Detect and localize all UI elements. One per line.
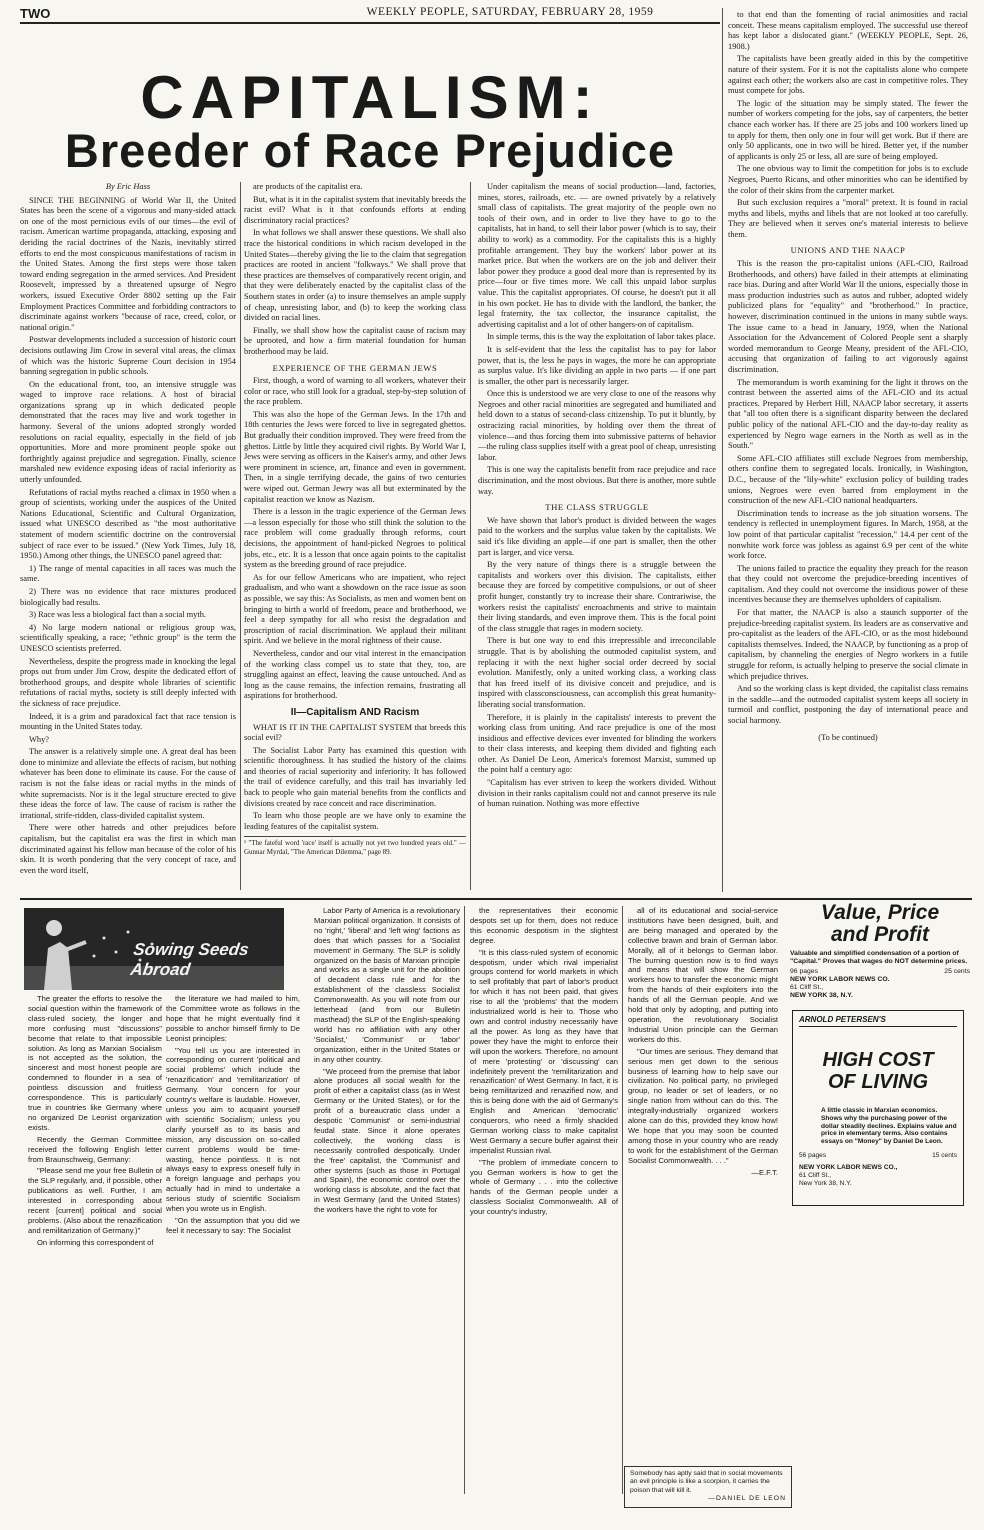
subhead-unions-naacp: UNIONS AND THE NAACP [790,245,906,256]
sowing-paragraph: On informing this correspondent of [37,1237,154,1247]
article-paragraph: Postwar developments included a succession of historic court decisions outlawing Jim Crow in several vital areas, the climax of which was the historic Supreme Court decision in 1954 banning segregation in public schools. [20,335,236,377]
article-paragraph: We have shown that labor's product is divided between the wages paid to the workers and the surplus value taken by the capitalists. We said it's like dividing an apple—if one part is smaller, then the other part is larger, and vice versa. [478,515,716,557]
ad-hcl-pages: 56 pages [799,1151,827,1159]
article-paragraph: The one obvious way to limit the competition for jobs is to exclude Negroes, Puerto Ricans, and other minorities who can be identified by the color of their skins from the carpenter market. [728,164,968,195]
ad-title-1: Value, Price [820,901,940,924]
sowing-paragraph: "Please send me your free Bulletin of the SLP regularly, and, if possible, other publications as well. Further, I am interested in corresponding about recent [current] political and social problems. (Also about the renazification and remilitarization of Germany.)" [28,1166,162,1235]
ad-author: ARNOLD PETERSEN'S [799,1015,957,1027]
article-paragraph: There is but one way to end this irrepressible and irreconcilable struggle. That is by abolishing the outmoded capitalist system, and replacing it with the next higher social order decreed by social evolution. Manifestly, only a united working class, a working class that has freed itself of its divisive conceit and prejudice, and is inspired with classconsciousness, can accomplish this great humanity-liberating social transformation. [478,636,716,709]
column-rule [470,182,471,890]
article-paragraph: This is the reason the pro-capitalist unions (AFL-CIO, Railroad Brotherhoods, and others) have failed in their attempts at eliminating race bias. During and after World War II the unions, especially those in mass production industries such as autos and rubber, adopted widely publicized plans for "equality" and "brotherhood." In practice, however, discrimination continued in the unions in many subtle ways. The issue came to a head in January, 1959, when the National Association for the Advancement of Colored People sent a sharply worded memorandum to George Meany, president of the AFL-CIO, accusing that organization of failing to act vigorously against discrimination. [728,259,968,374]
ad-high-cost-of-living [792,1010,964,1206]
sowing-column-2 [166,994,300,1494]
article-paragraph: In what follows we shall answer these questions. We shall also trace the historical conditions in which racism developed in the United States—thereby giving the lie to the claim that segregation practices are rooted in ancient "folkways." We shall prove that these practices are themselves of comparatively recent origin, and that they were deliberately enacted by the capitalist class of the Southern states in order (a) to insure themselves an ample supply of cheap, unresisting labor, and (b) to keep the working class divided on racial lines. [244,228,466,323]
ad-publisher: NEW YORK LABOR NEWS CO. [790,976,890,983]
article-paragraph: Nevertheless, despite the progress made in knocking the legal props out from under Jim Crow, despite the dedicated effort of brotherhood groups, and despite whole libraries of scientific refutations of racial myths, society is still deeply infected with the sickness of race prejudice. [20,656,236,708]
article-paragraph: In simple terms, this is the way the exploitation of labor takes place. [487,332,716,342]
column-rule [622,906,623,1494]
ad-hcl-price: 15 cents [932,1151,957,1159]
sowing-paragraph: "The problem of immediate concern to you German workers is how to get the whole of Germany . . . into the collective hands of the German people under a classless Socialist Commonwealth. All of your country's industry, [470,1157,618,1217]
article-paragraph: The Socialist Labor Party has examined this question with scientific thoroughness. It has studied the history of the claims and theories of racial superiority and inferiority. It has followed the trail of evidence carefully, and this trail has invariably led back to people who gain material benefits from the conflicts and divisions created by race conceit and race discrimination. [244,745,466,808]
sowing-paragraph: Recently the German Committee received the following English letter from Braunschweig, Germany: [28,1134,162,1164]
quote-box [624,1466,792,1508]
sowing-paragraph: The greater the efforts to resolve the social question within the framework of class-ruled society, the longer and more confusing must "discussions" become that relate to that impossible solution. As long as Marxian Socialism is not accepted as the solution, the sincerest and most honest people are condemned to flounder in a sea of pointless discussion and fruitless correspondence. This is particularly true in countries like Germany where no organized De Leonist organization exists. [28,994,162,1132]
article-paragraph: As for our fellow Americans who are impatient, who reject gradualism, and who want a showdown on the race issue as soon as possible, we say this: As Socialists, as men and women bent on bringing to birth a world of freedom, peace and brotherhood, we feel a deep sympathy for all who resist the degradation and proscription of racial discrimination. We applaud their militant spirit. And we believe in the moral rightness of their cause. [244,572,466,646]
article-paragraph: to that end than the fomenting of racial animosities and racial conceit. These means capitalism employed. The successful use thereof has kept labor a dislocated giant." (WEEKLY PEOPLE, Sept. 26, 1908.) [728,10,968,51]
article-paragraph: The logic of the situation may be simply stated. The fewer the number of workers competing for the jobs, say of carpenters, the better chance each worker has. If there are 25 jobs and 100 workers lined up to apply for them, then only one in four will get work. But if there are only 50 applicants, one in two will be hired. Better yet, if the number of applicants is only 25 or less, all are sure of being employed. [728,98,968,161]
article-paragraph: The capitalists have been greatly aided in this by the competitive nature of their system. For it is not the capitalists alone who compete against each other; the workers also are cast in competitive roles. They must compete for jobs. [728,54,968,96]
article-paragraph: The unions failed to practice the equality they preach for the reason that they could not overcome the prejudice-breeding incentives of capitalism. And they could not overcome the insidious power of these incentives because they are themselves upholders of capitalism. [728,563,968,605]
ad-hcl-address-2: New York 38, N.Y. [799,1179,852,1187]
article-paragraph: But such exclusion requires a "moral" pretext. It is found in racial myths and libels, myths and libels that are not looked at too carefully. They are believed when it serves one's material interests to believe them. [728,198,968,239]
quote-text: Somebody has aptly said that in social movements an evil principle is like a scorpion, it carries the poison that will kill it. [630,1470,783,1494]
article-paragraph: Under capitalism the means of social production—land, factories, mines, stores, railroads, etc. — are owned privately by a relatively small class of capitalists. The great majority of the people own no tools of their own, and in order to live they have to go to the capitalists, hat in hand, to sell their labor power (which is to say, their ability to work) as a commodity. For the capitalists this is a highly profitable arrangement. They buy the workers' labor power at its market price. But when the workers are on the job and deliver their labor power they produce a good deal more than is represented by its price—four or five times more. We call this unpaid labor surplus value. This the capitalist appropriates. Of course, he doesn't put it all in his own pocket. He has to divide with the landlord, the banker, the legal fraternity, the tax collector, the insurance capitalist, the advertising capitalist and a lot of other hangers-on of capitalism. [478,182,716,329]
article-paragraph: Why? [29,734,49,744]
banner-title: Sowing Seeds Abroad [129,940,251,979]
article-paragraph: 1) The range of mental capacities in all races was much the same. [20,563,236,584]
article-column-4 [728,10,968,892]
article-paragraph: On the educational front, too, an intensive struggle was waged to improve race relations. A host of biracial organizations sprang up in which dedicated people demonstrated that the races may live and work together in harmony. Several of the unions adopted strongly worded resolutions on racial equality, especially in the field of job opportunities. More and more prominent people spoke out forthrightly against prejudice and segregation. Finally, science marshaled new evidence exposing ideas of racial inferiority as utterly unfounded. [20,379,236,485]
sowing-paragraph: "We proceed from the premise that labor alone produces all social wealth for the profit of either a capitalist class (as in West Germany or the United States), or for the profit of a bureaucratic class under a despotic 'Communist' or semi-industrial feudal state. Since it alone operates collectively, the working class is necessarily controlled despotically. Under the 'free' capitalist, the 'Communist' and other systems (such as those in Portugal and Spain), the economic control over the working class is absolute, and the fact that in West Germany (and the United States) the workers have the right to vote for [314,1066,460,1215]
subhead-german-jews: EXPERIENCE OF THE GERMAN JEWS [272,362,438,373]
article-column-2 [244,182,466,892]
ad-hcl-address-1: 61 Cliff St., [799,1171,832,1179]
sowing-column-1 [28,994,162,1494]
article-paragraph: 3) Race was less a biological fact than a social myth. [29,610,206,620]
article-paragraph: But, what is it in the capitalist system that inevitably breeds the racist evil? What is it that confounds efforts at ending discriminatory racial practices? [244,194,466,225]
sowing-paragraph: the representatives their economic despots set up for them, does not reduce this economic despotism in the slightest degree. [470,906,618,945]
article-paragraph: This was also the hope of the German Jews. In the 17th and 18th centuries the Jews were forced to live in segregated ghettos. But gradually their condition improved. They were freed from the ghettos. Little by little they acquired civil rights. By World War I, Jews were serving as officers in the Kaiser's army, and other Jews were prominent in science, art, finance and even in government. Then, in a single terrifying decade, the gains of two centuries were wiped out. German Jewry was all but exterminated by the capitalist reaction we know as Nazism. [244,409,466,504]
article-paragraph: First, though, a word of warning to all workers, whatever their color or race, who still look for a gradual, step-by-step solution of the race problem. [244,376,466,407]
ad-value-price-profit [790,902,970,1004]
section-divider [20,898,972,900]
article-paragraph: Discrimination tends to increase as the job situation worsens. The tendency is reflected in unemployment figures. In March, 1958, at the low point of that particular capitalist "recession," 14.4 per cent of the nonwhite work force was jobless as against 6.9 per cent of the white work force. [728,508,968,561]
ad-pages: 96 pages [790,968,818,975]
sowing-paragraph: Labor Party of America is a revolutionary Marxian political organization. It consists of no 'right,' 'liberal' and 'left wing' factions as does that which passes for a 'Socialist movement' in Germany. The SLP is solidly organized on the basis of Marxian principle and works as a single unit for the abolition of decadent class rule and for the establishment of the classless Socialist Commonwealth. As you will note from our letterhead (and from our Bulletin masthead) the SLP of the English-speaking world has no affiliation with any other 'Socialist,' 'Communist' or 'labor' organization, either in the United States or in any other country. [314,906,460,1064]
ad-address-1: 61 Cliff St., [790,984,824,991]
footnote: ¹ "The fateful word 'race' itself is actually not yet two hundred years old." — Gunnar Myrdal, "The American Dilemma," page 89. [244,836,466,857]
to-be-continued: (To be continued) [818,732,878,742]
ad-hcl-desc: A little classic in Marxian economics. Shows why the purchasing power of the dollar steadily declines. Explains value and price in elementary terms. Also contains essays on "Money" by Daniel De Leon. [821,1107,957,1146]
article-paragraph: are products of the capitalist era. [253,182,363,191]
article-paragraph: Nevertheless, candor and our vital interest in the emancipation of the working class compel us to state that they, too, are struggling against an effect, leaving the cause untouched. And as long as the cause remains, the infection remains, frustrating all aspirations for brotherhood. [244,648,466,701]
article-paragraph: There were other hatreds and other prejudices before capitalism, but the capitalist era was the first in which man discriminated against his fellow man because of the color of his skin. It is worth pondering that the very concept of race, and even the word itself, [20,823,236,875]
column-rule [464,906,465,1494]
article-paragraph: This is one way the capitalists benefit from race prejudice and race discrimination, and the most obvious. But there is another, more subtle way. [478,465,716,496]
article-column-3 [478,182,716,892]
article-paragraph: SINCE THE BEGINNING of World War II, the United States has been the scene of a vigorous and many-sided attack on one of the most pernicious evils of our times—the evil of racism. American wartime propaganda, attacking, exposing and deriding the racial doctrines of the Nazis, inevitably stirred efforts to end the most conspicuous manifestations of racism in the United States. Among the first steps were those taken toward ending segregation in the armed services. And President Roosevelt, impressed by a threatened upsurge of Negro workers, issued Executive Order 8802 setting up the Fair Employment Practices Committee and forbidding contractors to discriminate against workers "because of race, creed, color, or national origin." [20,195,236,332]
ad-title-2: and Profit [831,923,929,946]
sowing-paragraph: all of its educational and social-service institutions have been designed, built, and are being managed and operated by the collective brawn and brain of German labor. Morally, all of it belongs to German labor. The burning question now is to find ways and means that will show the German workers how to transfer the economic might from the hands of their exploiters into the hands of all the German people. And we hold that only by adopting, and putting into operation, the revolutionary Socialist Industrial Union principle can the German workers do this. [628,906,778,1044]
article-paragraph: To learn who those people are we have only to examine the leading features of the capitalist system. [244,811,466,831]
sowing-column-4 [470,906,618,1496]
subhead-capitalism-and-racism: II—Capitalism AND Racism [290,706,420,718]
article-paragraph: 2) There was no evidence that race mixtures produced biologically bad results. [20,586,236,607]
sowing-column-3 [314,906,460,1496]
signature: —E.F.T. [751,1167,778,1177]
sowing-paragraph: "On the assumption that you did we feel it necessary to say: The Socialist [166,1215,300,1235]
article-paragraph: Indeed, it is a grim and paradoxical fact that race tension is mounting in the United States today. [20,711,236,732]
headline-line2: Breeder of Race Prejudice [64,124,676,177]
article-paragraph: Refutations of racial myths reached a climax in 1950 when a group of scientists, working under the auspices of the United Nations Educational, Scientific and Cultural Organization, issued what UNESCO described as "the most authoritative statement of modern scientific doctrine on the controversial subject of race ever to be issued." (New York Times, July 18, 1950.) Among other things, the UNESCO panel agreed that: [20,487,236,561]
sowing-paragraph: "It is this class-ruled system of economic despotism, under which rival imperialist groups contend for world markets in which to sell profitably that part of labor's product for which it has not been paid, that gives rise to all the 'problems' that the modern industrialized world is heir to. Those who own and control industry necessarily have all the power. As long as they have that power they have the might to enforce their will upon the workers. Therefore, no amount of mere 'protesting' or 'discussing' can indefinitely prevent the 'remilitarization and renazification' of West Germany. In fact, it is being remilitarized and renazified now, and this is being done with the aid of Germany's English and American 'democratic' conquerors, who need a firmly shackled German working class to make capitalist West Germany a secure buffer against their imperialist Russian rival. [470,947,618,1155]
article-paragraph: WHAT IS IT IN THE CAPITALIST SYSTEM that breeds this social evil? [244,722,466,743]
article-paragraph: By the very nature of things there is a struggle between the capitalists and workers over this division. The capitalists, either because they are forced by competitive compulsions, or out of sheer profit hunger, constantly try to increase their share. Contrariwise, the workers resist the capitalists' encroachments and strive to maintain their living standards, and even improve them. This is the focal point of the class struggle that rages in modern society. [478,560,716,633]
article-paragraph: The answer is a relatively simple one. A great deal has been done to minimize and alleviate the effects of racism, but nothing whatever has been done to eliminate its cause. For the cause of racism is not the false ideas or racial myths in the minds of white supremacists. Nor is it the legal structure erected to give these ideas the force of law. The cause of racism is rather the irrational, strife-ridden, class-divided capitalist system. [20,747,236,820]
dateline: WEEKLY PEOPLE, SATURDAY, FEBRUARY 28, 1959 [366,6,654,18]
article-paragraph: "Capitalism has ever striven to keep the workers divided. Without division in their ranks capitalism could not and cannot preserve its rule of human ruination. Nothing was more effective [478,778,716,809]
header-rule [20,22,720,24]
ad-hcl-title-1: HIGH COST [822,1049,934,1071]
article-paragraph: There is a lesson in the tragic experience of the German Jews—a lesson especially for those who still think the solution to the race problem will come gradually through reforms, court decisions, the appointment of hand-picked Negroes to political jobs, etc., etc. It is a lesson that once again points to the capitalist system as the breeding ground of race prejudice. [244,507,466,570]
quote-attribution: —DANIEL DE LEON [708,1495,786,1503]
article-column-1 [20,182,236,892]
sowing-seeds-banner [24,908,284,990]
ad-hcl-publisher: NEW YORK LABOR NEWS CO., [799,1163,898,1171]
headline-line1: CAPITALISM: [140,64,600,131]
article-paragraph: And so the working class is kept divided, the capitalist class remains in the saddle—and the outmoded capitalist system keeps all society in turmoil and conflict, postponing the day of international peace and social harmony. [728,684,968,725]
column-rule [722,8,723,892]
ad-hcl-title-2: OF LIVING [828,1071,928,1093]
ad-address-2: NEW YORK 38, N.Y. [790,992,853,999]
sowing-paragraph: the literature we had mailed to him, the Committee wrote as follows in the hope that he might eventually find it possible to anchor himself firmly to De Leonist principles: [166,994,300,1043]
article-paragraph: The memorandum is worth examining for the light it throws on the contrast between the asserted aims of the AFL-CIO and its actual practices. Prepared by Herbert Hill, NAACP labor secretary, it asserts that "all too often there is a significant disparity between the declared public policy of the national AFL-CIO and the day-to-day reality as experienced by Negro wage earners in the North as well as in the South." [728,377,968,451]
subhead-class-struggle: THE CLASS STRUGGLE [545,502,649,513]
ad-desc: Valuable and simplified condensation of a portion of "Capital." Proves that wages do NOT determine prices. [790,950,968,965]
page-label: TWO [20,6,51,21]
article-paragraph: Therefore, it is plainly in the capitalists' interests to prevent the working class from uniting. And race prejudice is one of the most insidious and effective devices ever invented for blinding the workers to their class interests, and keeping them divided and fighting each other. As Daniel De Leon, America's foremost Marxist, summed up the point half a century ago: [478,712,716,775]
sowing-paragraph: "Our times are serious. They demand that serious men get down to the serious business of learning how to help save our civilization. No political party, no privileged group, no leader or set of leaders, or no single nation from without can do this. The integrally-industrially organized workers alone can do this, provided they know how! We hope that you may soon be counted among those in your country who are ready to work for the establishment of the German Socialist Commonwealth. . . ." [628,1046,778,1165]
article-paragraph: For that matter, the NAACP is also a staunch supporter of the prejudice-breeding capitalist system. Its leaders are as conservative and pro-capitalist as the leaders of the AFL-CIO, or as the most hidebound capitalists themselves. Indeed, the NAACP, by functioning as a prop of capitalism, by channeling the energies of Negro workers in a futile struggle for reform, is actually helping to preserve the social climate in which prejudice thrives. [728,608,968,681]
sowing-paragraph: "You tell us you are interested in corresponding on current 'political and social problems' which include the 'renazification' and 'remilitarization' of Germany. Your concern for your country's welfare is laudable. However, unless you aim to acquaint yourself with scientific Socialism; unless you clarify yourself as to its basis and mission, any discussion on so-called current problems would be time-wasting, hence pointless. It is not always easy to express oneself fully in a foreign language and perhaps you actually had in mind to undertake a serious study of scientific Socialism when you wrote us in English. [166,1045,300,1214]
article-paragraph: 4) No large modern national or religious group was, scientifically speaking, a race; "ethnic group" is the term the UNESCO scientists preferred. [20,622,236,653]
article-paragraph: Once this is understood we are very close to one of the reasons why Negroes and other racial minorities are segregated and humiliated and held down to a status of second-class citizenship. To put it bluntly, by ostracizing racial minorities, by holding over them the threat of violence—and thus forcing them into submissive patterns of behavior—the ruling class supplies itself with a great pool of cheap, unresisting labor. [478,389,716,462]
byline: By Eric Hass [105,182,151,191]
article-paragraph: Some AFL-CIO affiliates still exclude Negroes from membership, others confine them to segregated locals. Ironically, in Washington, D.C., because of the "lily-white" exclusion policy of building trades unions, Negroes were even barred from employment in the construction of the new AFL-CIO national headquarters. [728,453,968,506]
sowing-column-5 [628,906,778,1496]
article-paragraph: Finally, we shall show how the capitalist cause of racism may be uprooted, and how a firm material foundation for human brotherhood may be laid. [244,325,466,356]
column-rule [240,182,241,890]
ad-price: 25 cents [944,968,970,975]
article-paragraph: It is self-evident that the less the capitalist has to pay for labor power, that is, the less he pays in wages, the more he can appropriate as surplus value. It's like dividing an apple in two parts — if one part is smaller, the other part is necessarily larger. [478,344,716,386]
